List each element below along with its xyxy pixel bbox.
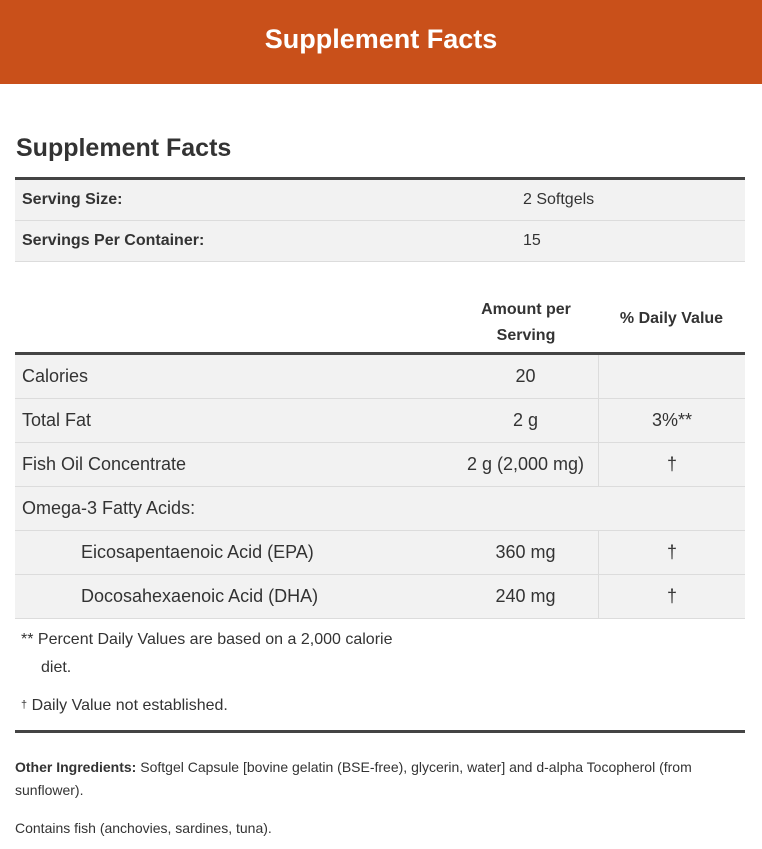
nutrient-amount: 2 g (2,000 mg) bbox=[466, 454, 585, 474]
footnotes bbox=[15, 626, 745, 733]
dagger-symbol: † bbox=[21, 699, 28, 711]
percent-daily-value-note bbox=[15, 626, 445, 682]
page-title: Supplement Facts bbox=[16, 134, 232, 162]
nutrient-name: Docosahexaenoic Acid (DHA) bbox=[81, 586, 319, 606]
dagger-note-text: Daily Value not established. bbox=[31, 697, 228, 714]
percent-note-line1: ** Percent Daily Values are based on a 2,000 calorie bbox=[21, 631, 393, 648]
table-row bbox=[15, 487, 745, 531]
banner-title: Supplement Facts bbox=[264, 23, 498, 54]
serving-size-value: 2 Softgels bbox=[523, 191, 595, 208]
nutrient-amount: 360 mg bbox=[495, 542, 556, 562]
amount-header-line1: Amount per bbox=[481, 301, 571, 318]
nutrient-amount: 240 mg bbox=[495, 586, 556, 606]
nutrient-daily-value: † bbox=[598, 531, 745, 574]
nutrient-name: Total Fat bbox=[22, 410, 92, 430]
amount-per-serving-header bbox=[460, 297, 592, 349]
nutrient-name: Fish Oil Concentrate bbox=[22, 454, 187, 474]
servings-per-container-value: 15 bbox=[523, 232, 541, 249]
header-banner bbox=[0, 0, 762, 84]
nutrient-daily-value: † bbox=[598, 575, 745, 618]
table-row bbox=[15, 575, 745, 619]
nutrient-name: Eicosapentaenoic Acid (EPA) bbox=[81, 542, 314, 562]
allergen-statement: Contains fish (anchovies, sardines, tuna). bbox=[15, 820, 272, 836]
table-row bbox=[15, 355, 745, 399]
daily-value-header: % Daily Value bbox=[619, 310, 724, 327]
dagger-note bbox=[15, 692, 745, 720]
other-ingredients-label: Other Ingredients: bbox=[15, 759, 137, 775]
other-ingredients bbox=[15, 756, 745, 802]
percent-note-line2: diet. bbox=[41, 659, 72, 676]
amount-header-line2: Serving bbox=[496, 327, 556, 344]
nutrient-table-header bbox=[15, 293, 745, 355]
nutrient-daily-value: † bbox=[598, 443, 745, 486]
table-row bbox=[15, 531, 745, 575]
serving-table bbox=[15, 177, 745, 262]
serving-size-label: Serving Size: bbox=[22, 191, 123, 208]
table-row bbox=[15, 399, 745, 443]
serving-size-row bbox=[15, 180, 745, 221]
other-ingredients-text: Softgel Capsule [bovine gelatin (BSE-free), glycerin, water] and d-alpha Tocopherol (from sunflower). bbox=[15, 759, 692, 798]
nutrient-amount: 20 bbox=[515, 366, 536, 386]
table-row bbox=[15, 443, 745, 487]
servings-per-container-label: Servings Per Container: bbox=[22, 232, 205, 249]
servings-per-container-row bbox=[15, 221, 745, 262]
nutrient-daily-value: 3%** bbox=[598, 399, 745, 442]
nutrient-group-name: Omega-3 Fatty Acids: bbox=[22, 498, 196, 518]
nutrient-name: Calories bbox=[22, 366, 89, 386]
nutrient-amount: 2 g bbox=[512, 410, 539, 430]
nutrient-daily-value bbox=[598, 355, 745, 398]
nutrient-table bbox=[15, 355, 745, 619]
